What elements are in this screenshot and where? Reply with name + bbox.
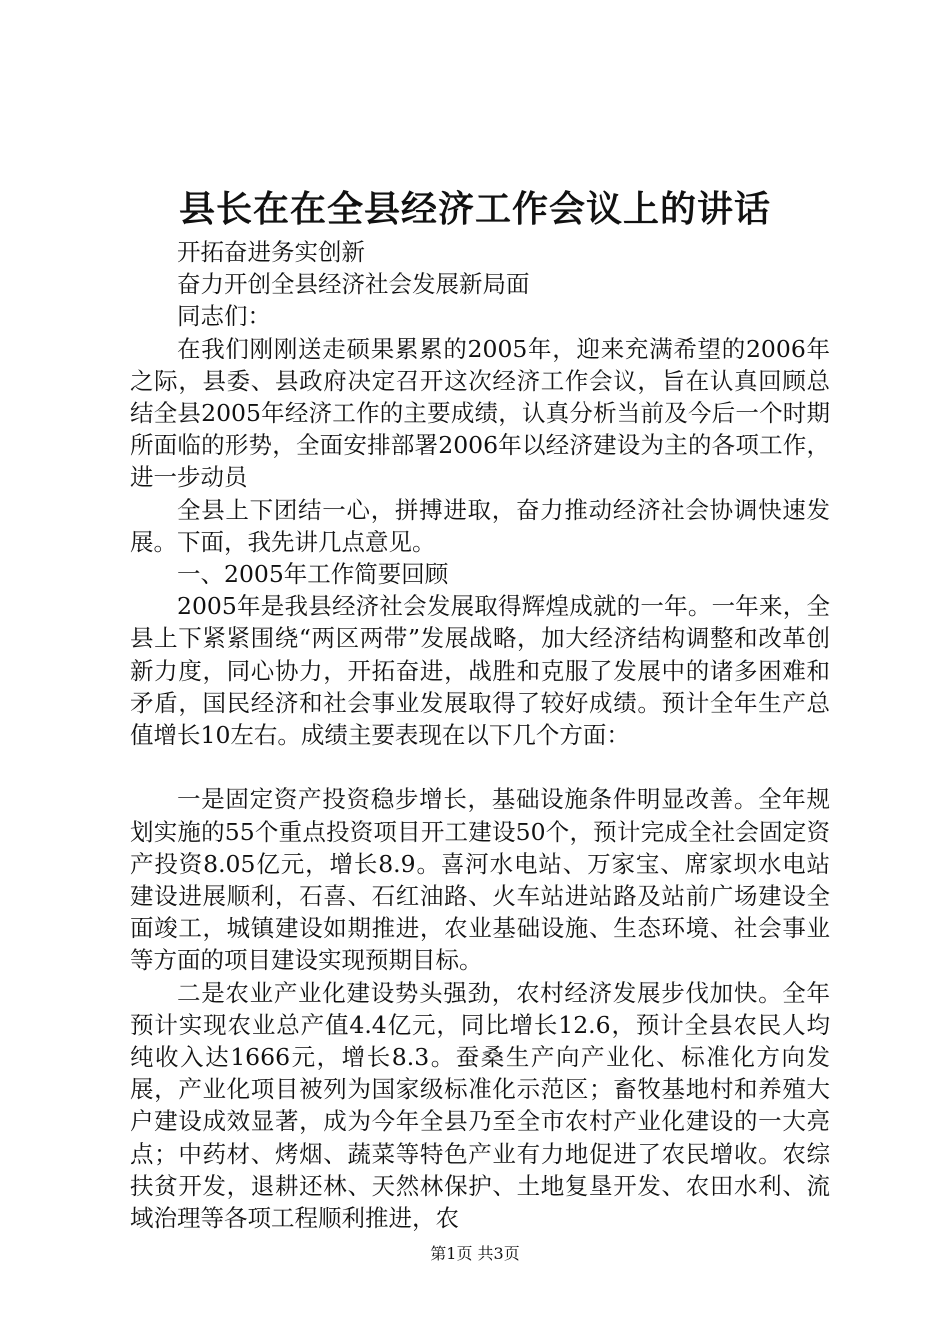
paragraph-investment: 一是固定资产投资稳步增长，基础设施条件明显改善。全年规划实施的55个重点投资项目开工建设50个，预计完成全社会固定资产投资8.05亿元，增长8.9。喜河水电站、万家宝、席家坝水电站建设进展顺利，石喜、石红油路、火车站进站路及站前广场建设全面竣工，城镇建设如期推进，农业基础设施、生态环境、社会事业等方面的项目建设实现预期目标。 xyxy=(130,785,830,975)
subtitle-line-2: 奋力开创全县经济社会发展新局面 xyxy=(177,270,530,299)
paragraph-mobilize: 全县上下团结一心，拼搏进取，奋力推动经济社会协调快速发展。下面，我先讲几点意见。 xyxy=(130,495,830,556)
section-heading-1: 一、2005年工作简要回顾 xyxy=(177,560,449,589)
paragraph-agriculture: 二是农业产业化建设势头强劲，农村经济发展步伐加快。全年预计实现农业总产值4.4亿元，同比增长12.6，预计全县农民人均纯收入达1666元，增长8.3。蚕桑生产向产业化、标准化方向发展，产业化项目被列为国家级标准化示范区；畜牧基地村和养殖大户建设成效显著，成为今年全县乃至全市农村产业化建设的一大亮点；中药材、烤烟、蔬菜等特色产业有力地促进了农民增收。农综扶贫开发，退耕还林、天然林保护、土地复垦开发、农田水利、流域治理等各项工程顺利推进，农 xyxy=(130,978,830,1233)
document-title: 县长在在全县经济工作会议上的讲话 xyxy=(178,188,771,230)
document-body xyxy=(130,236,830,1234)
subtitle-line-1: 开拓奋进务实创新 xyxy=(177,238,365,266)
paragraph-review: 2005年是我县经济社会发展取得辉煌成就的一年。一年来，全县上下紧紧围绕“两区两带”发展战略，加大经济结构调整和改革创新力度，同心协力，开拓奋进，战胜和克服了发展中的诸多困难和矛盾，国民经济和社会事业发展取得了较好成绩。预计全年生产总值增长10左右。成绩主要表现在以下几个方面： xyxy=(130,592,830,750)
blank-line xyxy=(130,751,830,783)
page-number: 第1页 共3页 xyxy=(430,1244,520,1263)
paragraph-intro: 在我们刚刚送走硕果累累的2005年，迎来充满希望的2006年之际，县委、县政府决定召开这次经济工作会议，旨在认真回顾总结全县2005年经济工作的主要成绩，认真分析当前及今后一个时期所面临的形势，全面安排部署2006年以经济建设为主的各项工作，进一步动员 xyxy=(130,334,830,492)
salutation: 同志们： xyxy=(177,302,271,331)
